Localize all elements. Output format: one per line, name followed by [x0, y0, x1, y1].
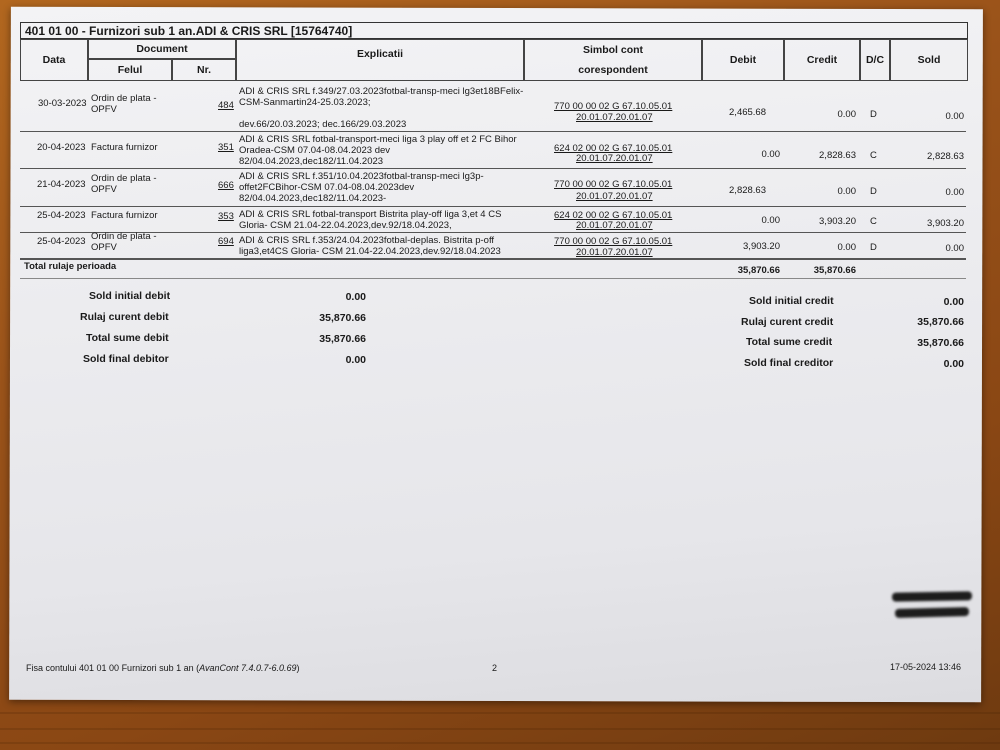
- row-date: 25-04-2023: [37, 236, 86, 247]
- row-date: 25-04-2023: [37, 210, 86, 221]
- header-sold-label: Sold: [917, 54, 941, 66]
- summary-value: 35,870.66: [917, 316, 964, 328]
- header-felul: [88, 59, 172, 81]
- row-explicatii: liga3,et4CS Gloria- CSM 21.04-22.04.2023,dev.92/18.04.2023: [239, 246, 501, 257]
- summary-label: Rulaj curent debit: [80, 311, 169, 323]
- row-explicatii: CSM-Sanmartin24-25.03.2023;: [239, 97, 371, 108]
- row-sold: 0.00: [945, 187, 964, 198]
- total-label: Total rulaje perioada: [24, 261, 117, 272]
- total-credit: 35,870.66: [813, 265, 856, 276]
- row-explicatii: ADI & CRIS SRL f.351/10.04.2023fotbal-transp-meci lg3p-: [239, 171, 484, 182]
- row-debit: 0.00: [761, 215, 780, 226]
- header-debit: [702, 39, 784, 81]
- summary-label: Sold initial credit: [749, 295, 834, 307]
- row-explicatii: offet2FCBihor-CSM 07.04-08.04.2023dev: [239, 182, 415, 193]
- header-corespondent-label: corespondent: [578, 64, 648, 76]
- row-nr-link[interactable]: 351: [218, 142, 234, 153]
- row-sold: 0.00: [945, 111, 964, 122]
- footer-software-version: AvanCont 7.4.0.7-6.0.69: [199, 663, 297, 673]
- row-nr-link[interactable]: 484: [218, 100, 234, 111]
- summary-value: 0.00: [943, 296, 964, 308]
- row-dc: D: [870, 186, 877, 197]
- row-cont-link[interactable]: 20.01.07.20.01.07: [576, 220, 653, 231]
- summary-label: Rulaj curent credit: [741, 316, 834, 328]
- header-simbol-label: Simbol cont: [582, 44, 644, 56]
- row-nr-link[interactable]: 353: [218, 211, 234, 222]
- header-nr-label: Nr.: [196, 64, 211, 76]
- row-divider: [20, 131, 966, 132]
- header-simbol-cont: [524, 39, 702, 81]
- total-debit: 35,870.66: [737, 265, 780, 276]
- row-debit: 2,465.68: [729, 107, 766, 118]
- summary-value: 35,870.66: [319, 312, 366, 324]
- row-date: 21-04-2023: [37, 179, 86, 190]
- redacted-mark: [895, 607, 969, 618]
- row-debit: 3,903.20: [743, 241, 780, 252]
- row-debit: 0.00: [761, 149, 780, 160]
- row-felul: OPFV: [91, 184, 117, 195]
- row-cont-link[interactable]: 20.01.07.20.01.07: [576, 247, 653, 258]
- summary-value: 35,870.66: [917, 337, 964, 349]
- summary-value: 35,870.66: [319, 333, 366, 345]
- row-cont-link[interactable]: 624 02 00 02 G 67.10.05.01: [554, 210, 673, 221]
- row-credit: 2,828.63: [819, 150, 856, 161]
- summary-label: Total sume credit: [746, 336, 833, 348]
- row-sold: 3,903.20: [927, 218, 964, 229]
- summary-label: Sold final debitor: [83, 353, 169, 365]
- row-explicatii: ADI & CRIS SRL fotbal-transport Bistrita play-off liga 3,et 4 CS: [239, 209, 502, 220]
- row-explicatii: ADI & CRIS SRL f.353/24.04.2023fotbal-deplas. Bistrita p-off: [239, 235, 495, 246]
- header-debit-label: Debit: [729, 54, 757, 66]
- header-data-label: Data: [42, 54, 66, 66]
- row-divider: [20, 258, 966, 260]
- page-number: 2: [492, 663, 498, 673]
- row-debit: 2,828.63: [729, 185, 766, 196]
- row-cont-link[interactable]: 20.01.07.20.01.07: [576, 191, 653, 202]
- row-explicatii: ADI & CRIS SRL fotbal-transport-meci liga 3 play off et 2 FC Bihor: [239, 134, 517, 145]
- header-credit-label: Credit: [806, 54, 838, 66]
- row-felul: OPFV: [91, 104, 117, 115]
- row-felul: Ordin de plata -: [91, 231, 157, 242]
- header-document-label: Document: [136, 43, 188, 55]
- row-felul: Ordin de plata -: [91, 173, 157, 184]
- row-cont-link[interactable]: 770 00 00 02 G 67.10.05.01: [554, 101, 673, 112]
- row-dc: D: [870, 109, 877, 120]
- row-dc: C: [870, 216, 877, 227]
- header-explicatii: [236, 39, 524, 81]
- row-explicatii: dev.66/20.03.2023; dec.166/29.03.2023: [239, 119, 407, 130]
- header-dc: [860, 39, 890, 81]
- row-nr-link[interactable]: 694: [218, 236, 234, 247]
- summary-value: 0.00: [345, 354, 366, 366]
- row-date: 30-03-2023: [38, 98, 87, 109]
- row-felul: Factura furnizor: [91, 142, 158, 153]
- row-sold: 2,828.63: [927, 151, 964, 162]
- row-credit: 0.00: [837, 186, 856, 197]
- row-explicatii: Oradea-CSM 07.04-08.04.2023 dev: [239, 145, 391, 156]
- header-sold: [890, 39, 968, 81]
- header-felul-label: Felul: [117, 64, 143, 76]
- header-credit: [784, 39, 860, 81]
- row-divider: [20, 278, 966, 279]
- footer-text: Fisa contului 401 01 00 Furnizori sub 1 an (: [26, 663, 200, 673]
- row-explicatii: 82/04.04.2023,dec182/11.04.2023-: [239, 193, 387, 204]
- row-credit: 0.00: [837, 242, 856, 253]
- summary-value: 0.00: [345, 291, 366, 303]
- row-divider: [20, 168, 966, 169]
- row-nr-link[interactable]: 666: [218, 180, 234, 191]
- header-dc-label: D/C: [865, 54, 885, 66]
- row-felul: Factura furnizor: [91, 210, 158, 221]
- row-date: 20-04-2023: [37, 142, 86, 153]
- footer-left: [26, 663, 300, 673]
- row-cont-link[interactable]: 624 02 00 02 G 67.10.05.01: [554, 143, 673, 154]
- header-document: [88, 39, 236, 59]
- header-data: [20, 39, 88, 81]
- print-datetime: 17-05-2024 13:46: [890, 662, 962, 672]
- row-cont-link[interactable]: 770 00 00 02 G 67.10.05.01: [554, 179, 673, 190]
- summary-value: 0.00: [943, 358, 964, 370]
- row-felul: OPFV: [91, 242, 117, 253]
- summary-label: Sold final creditor: [744, 357, 834, 369]
- row-divider: [20, 232, 966, 233]
- row-explicatii: Gloria- CSM 21.04-22.04.2023,dev.92/18.04.2023,: [239, 220, 452, 231]
- header-explicatii-label: Explicatii: [356, 48, 404, 60]
- row-credit: 3,903.20: [819, 216, 856, 227]
- redacted-mark: [892, 591, 972, 601]
- row-dc: D: [870, 242, 877, 253]
- footer-text-end: ): [296, 663, 300, 673]
- row-felul: Ordin de plata -: [91, 93, 157, 104]
- row-cont-link[interactable]: 20.01.07.20.01.07: [576, 112, 653, 123]
- row-cont-link[interactable]: 770 00 00 02 G 67.10.05.01: [554, 236, 673, 247]
- summary-label: Total sume debit: [86, 332, 169, 344]
- row-divider: [20, 206, 966, 207]
- row-dc: C: [870, 150, 877, 161]
- row-credit: 0.00: [837, 109, 856, 120]
- header-nr: [172, 59, 236, 81]
- summary-label: Sold initial debit: [89, 290, 171, 302]
- row-explicatii: ADI & CRIS SRL f.349/27.03.2023fotbal-transp-meci lg3et18BFelix-: [239, 86, 524, 97]
- row-cont-link[interactable]: 20.01.07.20.01.07: [576, 153, 653, 164]
- document-title: 401 01 00 - Furnizori sub 1 an.ADI & CRIS SRL [15764740]: [20, 22, 968, 39]
- row-sold: 0.00: [945, 243, 964, 254]
- row-explicatii: 82/04.04.2023,dec182/11.04.2023: [239, 156, 384, 167]
